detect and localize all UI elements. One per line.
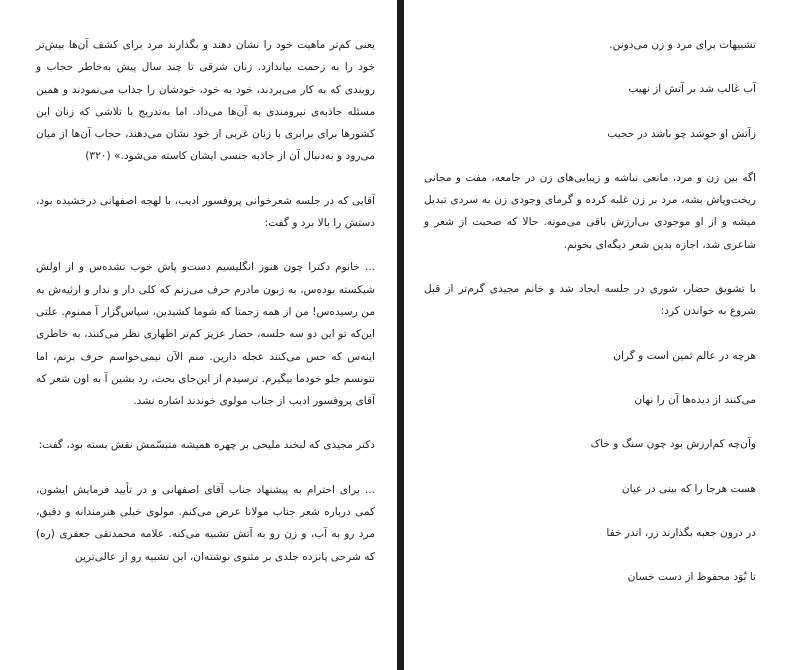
right-page	[404, 0, 800, 670]
verse-line: می‌کنند از دیده‌ها آن را نهان	[634, 393, 756, 406]
left-page-text	[36, 34, 375, 590]
right-page-text	[424, 34, 756, 610]
paragraph: با تشویق حضار، شوری در جلسه ایجاد شد و خانم مجیدی گرم‌تر از قبل شروع به خواندن کرد:	[424, 283, 756, 318]
verse-line: هرچه در عالم ثمین است و گران	[613, 349, 756, 362]
verse-line: زآتش او جوشد چو باشد در حجیب	[607, 127, 756, 140]
left-page	[0, 0, 397, 670]
page-gutter	[397, 0, 404, 670]
verse-line: وآن‌چه کم‌ارزش بود چون سنگ و خاک	[590, 438, 756, 451]
verse-line: در درون جعبه بگذارند زر، اندر خفا	[606, 526, 756, 539]
paragraph: ... برای احترام به پیشنهاد جناب آقای اصفهانی و در تأیید فرمایش ایشون، کمی درباره شعر جناب مولانا عرض می‌کنم. مولوی خیلی هنرمندانه و دقیق، مرد رو به آب، و زن رو به آتش تشبیه می‌کنه. علامه محمدتقی جعفری (ره) که شرحی پانزده جلدی بر مثنوی نوشته‌ان، این تشبیه رو از عالی‌ترین	[36, 483, 375, 563]
paragraph: تشبیهات برای مرد و زن می‌دونن.	[609, 39, 756, 51]
verse-line: آب غالب شد بر آتش از نهیب	[628, 83, 756, 96]
paragraph: یعنی کم‌تر ماهیت خود را نشان دهند و بگذارند مرد برای کشف آن‌ها بیش‌تر خود را به زحمت بیاندازد. زنان شرقی تا چند سال پیش به‌خاطر حجاب و روبندی که به کار می‌بردند، خود به خود، خودشان را جذاب می‌نمودند و همین مسئله جاذبه‌ی نیرومندی به آن‌ها می‌داد. اما به‌تدریج با تلاشی که زنان این کشورها برای برابری با زنان غربی از خود نشان می‌دهند، حجاب آن‌ها از میان می‌رود و به‌دنبال آن از جاذبه جنسی ایشان کاسته می‌شود.» (۳۲۰)	[36, 39, 375, 163]
paragraph: اگه بین زن و مرد، مانعی نباشه و زیبایی‌های زن در جامعه، مفت و مجانی ریخت‌وپاش بشه، مرد بر زن غلبه کرده و گرمای وجودی زن به سردی تبدیل میشه و از او موجودی بی‌ارزش باقی می‌مونه. حالا که صحبت از شعر و شاعری شد، اجازه بدین شعر دیگه‌ای بخونم.	[424, 171, 756, 251]
verse-line: تا بُوَد محفوظ از دست خسان	[627, 571, 756, 584]
paragraph: آقایی که در جلسه شعرخوانی پروفسور ادیب، با لهجه اصفهانی درخشیده بود، دستش را بالا برد و گفت:	[36, 194, 375, 230]
paragraph: دکتر مجیدی که لبخند ملیحی بر چهره همیشه متبسّمش نقش بسته بود، گفت:	[38, 439, 375, 452]
verse-line: هست هرجا را که بینی در عیان	[621, 482, 756, 495]
paragraph: ... خانوم دکترا چون هنوز انگلیسیم دست‌و پاش خوب نشده‌س و از اولش شیکسته بوده‌س، به زبون مادرم حرف می‌زنم که کلی دار و ندار و ارثیه‌ش به من رسیده‌س! من از همه زحمتا که شوما کشیدین، سپاس‌گزار آ ممنوم. علتی این‌که تو این دو سه جلسه، حضار عزیز کم‌تر اظهاری نظر می‌کنند، به خاطری اینه‌س که حس می‌کنند عجله دارین. منم الآن نیمی‌خواسم حرف بزنم، اما نتونسم جلو خودما بیگیرم. ترسیدم از این‌جای بحث، رد بشین آ به اون شعر که آقای پروفسور ادیب از جناب مولوی خوندند اشاره نشد.	[36, 261, 375, 408]
